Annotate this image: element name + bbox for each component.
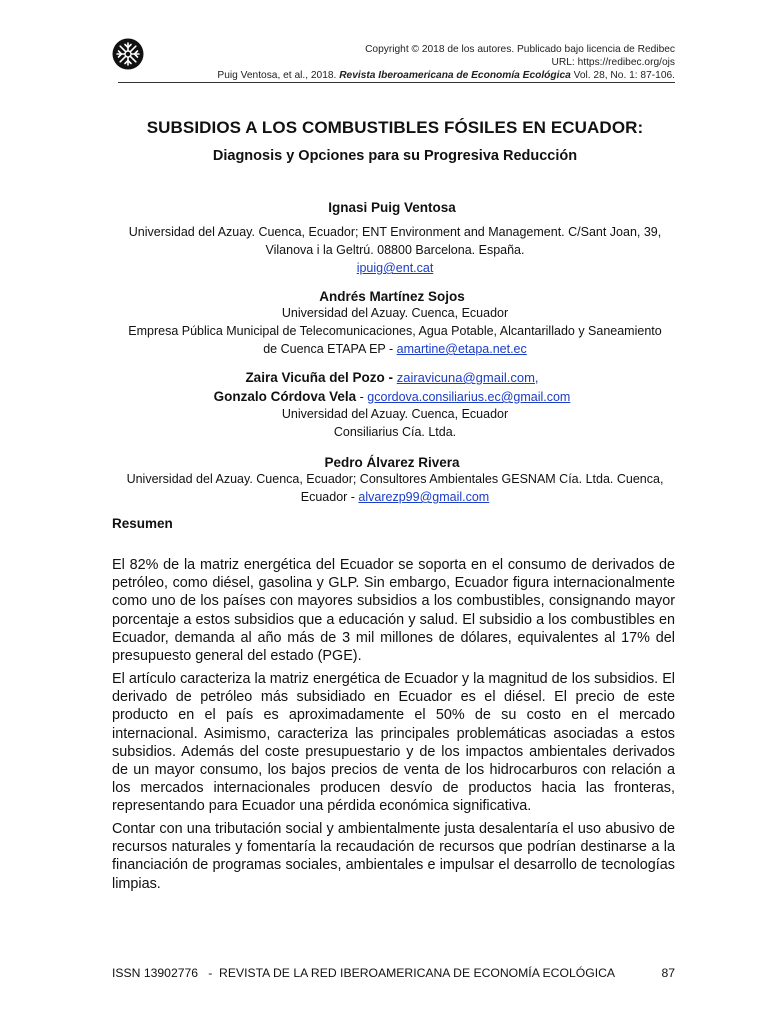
- author-affiliation: Universidad del Azuay. Cuenca, Ecuador Consiliarius Cía. Ltda.: [281, 407, 509, 439]
- page-number: 87: [661, 966, 675, 980]
- email-link[interactable]: alvarezp99@gmail.com: [358, 490, 490, 504]
- email-link[interactable]: zairavicuna@gmail.com,: [396, 370, 539, 385]
- abstract-paragraph: El artículo caracteriza la matriz energética de Ecuador y la magnitud de los subsidios. El derivado de petróleo más subsidiado en Ecuador es el diésel. El precio de este producto en el país es aproximadamente el 50% de su costo en el mercado internacional. Asimismo, caracteriza las principales problemáticas asociadas a estos subsidios. Además del coste presupuestario y de los impactos ambientales derivados de un mayor consumo, los bajos precios de venta de los hidrocarburos con relación a los mercados internacionales producen desvío de productos hacia las fronteras, representando para Ecuador una pérdida económica significativa.: [112, 671, 675, 815]
- page-header: [217, 43, 675, 82]
- author-affiliation: Universidad del Azuay. Cuenca, Ecuador; ENT Environment and Management. C/Sant Joan, 39, Vilanova i la Geltrú. 08800 Barcelona. España. ipuig@ent.cat: [128, 225, 662, 275]
- author-name: Gonzalo Córdova Vela: [213, 389, 357, 404]
- author-name: Zaira Vicuña del Pozo -: [245, 370, 397, 385]
- paper-title: SUBSIDIOS A LOS COMBUSTIBLES FÓSILES EN ECUADOR:: [146, 118, 644, 137]
- email-link[interactable]: gcordova.consiliarius.ec@gmail.com: [367, 390, 571, 404]
- url-line: URL: https://redibec.org/ojs: [551, 57, 675, 68]
- citation-line: Puig Ventosa, et al., 2018. Revista Iberoamericana de Economía Ecológica Vol. 28, No. 1: 87-106.: [217, 70, 675, 81]
- author-affiliation: Universidad del Azuay. Cuenca, Ecuador; Consultores Ambientales GESNAM Cía. Ltda. Cuenca, Ecuador - alvarezp99@gmail.com: [126, 472, 664, 504]
- footer-journal: ISSN 13902776 - REVISTA DE LA RED IBEROAMERICANA DE ECONOMÍA ECOLÓGICA: [112, 966, 616, 980]
- author-name: Ignasi Puig Ventosa: [328, 200, 456, 215]
- abstract-paragraph: Contar con una tributación social y ambientalmente justa desalentaría el uso abusivo de recursos naturales y fomentaría la recaudación de recursos que podrían destinarse a la financiación de programas sociales, ambientales e impulsar el desarrollo de tecnologías limpias.: [112, 821, 675, 892]
- abstract-heading: Resumen: [112, 516, 173, 531]
- email-link[interactable]: ipuig@ent.cat: [356, 261, 434, 275]
- header-rule: [118, 82, 675, 83]
- author-name: Andrés Martínez Sojos: [319, 289, 465, 304]
- journal-logo-icon: [112, 38, 144, 70]
- paper-subtitle: Diagnosis y Opciones para su Progresiva Reducción: [212, 148, 578, 164]
- author-line: Gonzalo Córdova Vela - gcordova.consiliarius.ec@gmail.com: [213, 389, 571, 404]
- author-line: [0, 370, 768, 385]
- email-link[interactable]: amartine@etapa.net.ec: [396, 342, 527, 356]
- page-footer: [112, 966, 675, 980]
- abstract-paragraph: El 82% de la matriz energética del Ecuador se soporta en el consumo de derivados de petróleo, como diésel, gasolina y GLP. Sin embargo, Ecuador figura internacionalmente como uno de los países con mayores subsidios a los combustibles, consignando mayor porcentaje a estos subsidios que a educación y salud. El subsidio a los combustibles en Ecuador, demanda al año más de 3 mil millones de dólares, equivalentes al 17% del presupuesto general del estado (PGE).: [112, 557, 675, 665]
- journal-name: Revista Iberoamericana de Economía Ecológica: [339, 70, 571, 81]
- copyright-line: Copyright © 2018 de los autores. Publicado bajo licencia de Redibec: [365, 44, 675, 55]
- author-name: Pedro Álvarez Rivera: [324, 455, 460, 470]
- author-affiliation: Universidad del Azuay. Cuenca, Ecuador Empresa Pública Municipal de Telecomunicaciones, Agua Potable, Alcantarillado y Saneamiento de Cuenca ETAPA EP - amartine@etapa.net.ec: [128, 306, 662, 356]
